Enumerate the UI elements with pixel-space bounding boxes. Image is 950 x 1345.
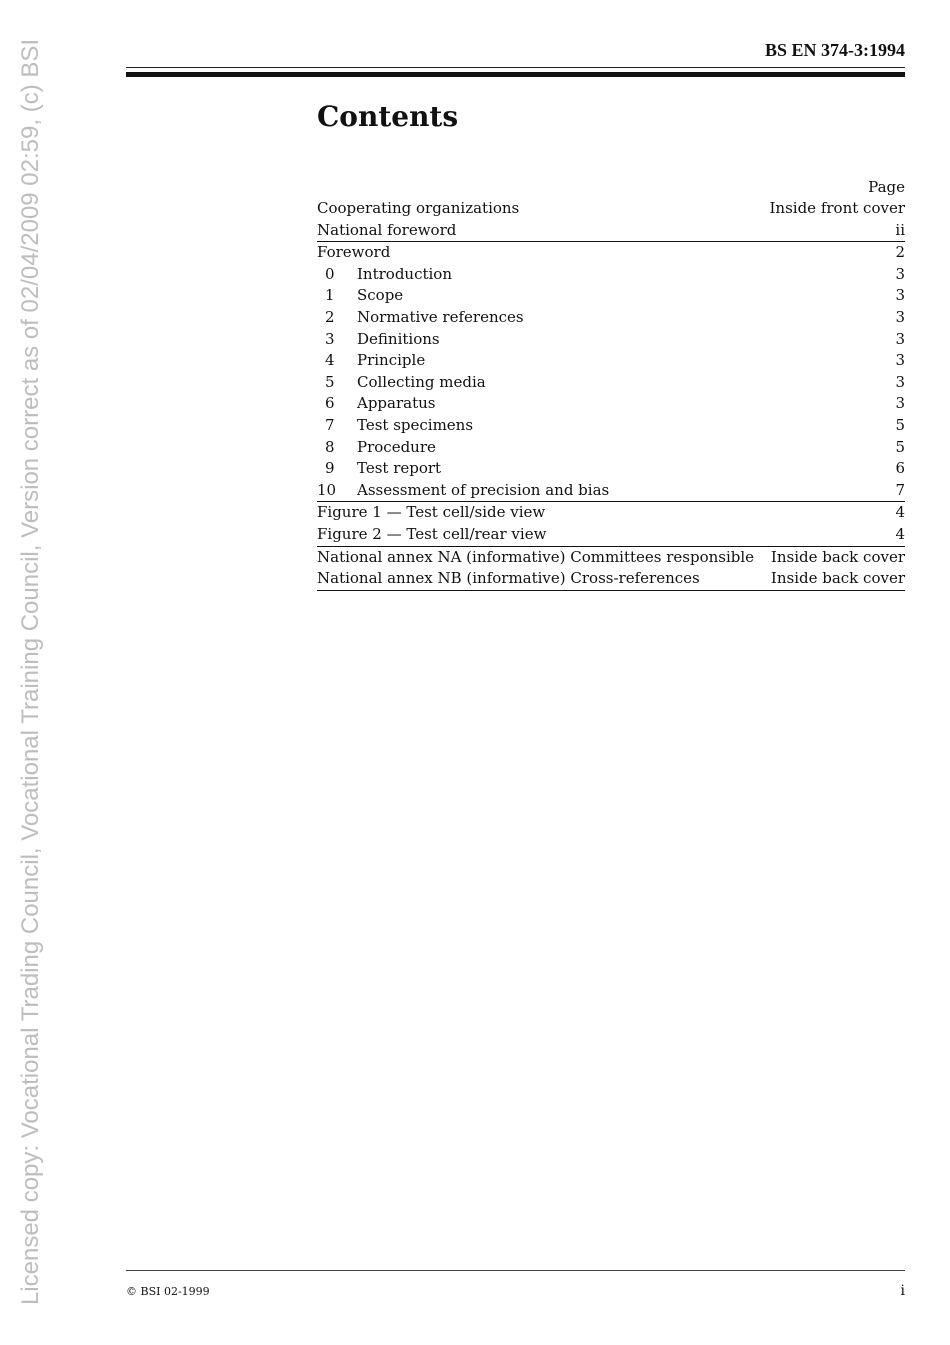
- toc-entry[interactable]: [317, 437, 905, 459]
- toc-entry[interactable]: [317, 285, 905, 307]
- toc-entry[interactable]: [317, 307, 905, 329]
- toc-entry-label: Procedure: [357, 437, 436, 456]
- toc-entry-number: 0: [325, 264, 335, 283]
- toc-entry-page: 4: [895, 524, 905, 543]
- page-title: Contents: [317, 100, 459, 133]
- toc-entry-number: 9: [325, 459, 335, 478]
- toc-annex-entry[interactable]: [317, 547, 905, 569]
- toc-entry[interactable]: [317, 242, 905, 264]
- toc-entry-page: 4: [895, 503, 905, 522]
- toc-entry-page: 2: [895, 243, 905, 262]
- page-number: i: [900, 1283, 905, 1299]
- toc-entry-page: Inside front cover: [769, 199, 905, 217]
- toc-entry[interactable]: [317, 264, 905, 286]
- toc-entry-page: 3: [895, 329, 905, 348]
- toc-entry-label: Foreword: [317, 243, 391, 262]
- toc-entry-label: National annex NA (informative) Committees responsible: [317, 547, 755, 566]
- toc-entry[interactable]: [317, 458, 905, 480]
- toc-entry-label: Figure 2 — Test cell/rear view: [317, 524, 547, 543]
- toc-entry-number: 8: [325, 437, 335, 456]
- toc-entry-label: National annex NB (informative) Cross-references: [317, 569, 700, 588]
- toc-annex-entry[interactable]: [317, 568, 905, 591]
- header-rule-thin: [126, 67, 905, 68]
- license-watermark: [0, 0, 62, 1345]
- table-of-contents: [317, 176, 905, 591]
- header-rule-thick: [126, 72, 905, 77]
- toc-entry[interactable]: [317, 329, 905, 351]
- toc-entry-number: 1: [325, 286, 335, 305]
- toc-entry[interactable]: [317, 350, 905, 372]
- footer-rule: [126, 1270, 905, 1271]
- toc-entry[interactable]: [317, 393, 905, 415]
- toc-entry-label: Introduction: [357, 264, 452, 283]
- toc-entry[interactable]: [317, 198, 905, 220]
- toc-entry-page: 3: [895, 351, 905, 370]
- toc-entry-label: Test specimens: [357, 415, 474, 434]
- toc-entry-label: Test report: [357, 459, 442, 478]
- toc-entry-page: 5: [895, 415, 905, 434]
- toc-entry-number: 4: [325, 351, 335, 370]
- toc-entry-label: National foreword: [317, 220, 457, 239]
- toc-entry-number: 2: [325, 307, 335, 326]
- toc-entry-label: Principle: [357, 351, 426, 370]
- watermark-text: Licensed copy: Vocational Trading Council, Vocational Training Council, Version correct as of 02/04/2009 02:59, (c) BSI: [17, 38, 44, 1306]
- document-id: BS EN 374-3:1994: [764, 40, 905, 60]
- toc-entry-label: Normative references: [357, 307, 524, 326]
- toc-entry-number: 10: [317, 480, 337, 499]
- toc-entry[interactable]: [317, 220, 905, 243]
- toc-entry[interactable]: [317, 372, 905, 394]
- toc-entry-number: 3: [325, 329, 335, 348]
- toc-entry-page: 5: [895, 437, 905, 456]
- toc-entry-page: 3: [895, 286, 905, 305]
- toc-entry-label: Cooperating organizations: [317, 199, 520, 217]
- toc-entry-page: Inside back cover: [770, 569, 905, 588]
- toc-entry-number: 6: [325, 394, 335, 413]
- toc-entry-number: 5: [325, 372, 335, 391]
- toc-entry-page: 3: [895, 264, 905, 283]
- page-column-heading: Page: [868, 178, 905, 196]
- toc-entry-page: 3: [895, 372, 905, 391]
- toc-entry-page: 7: [895, 480, 905, 499]
- toc-entry-number: 7: [325, 415, 335, 434]
- toc-entry-label: Apparatus: [357, 394, 436, 413]
- toc-entry-page: 6: [895, 459, 905, 478]
- toc-entry-label: Figure 1 — Test cell/side view: [317, 503, 546, 522]
- toc-entry-label: Scope: [357, 286, 404, 305]
- toc-entry[interactable]: [317, 480, 905, 503]
- copyright-notice: © BSI 02-1999: [126, 1285, 210, 1298]
- toc-entry[interactable]: [317, 415, 905, 437]
- toc-entry-label: Collecting media: [357, 372, 486, 391]
- toc-entry-page: Inside back cover: [770, 547, 905, 566]
- toc-entry-page: 3: [895, 307, 905, 326]
- toc-entry-page: 3: [895, 394, 905, 413]
- toc-figure-entry[interactable]: [317, 524, 905, 547]
- toc-entry-label: Definitions: [357, 329, 440, 348]
- toc-entry-label: Assessment of precision and bias: [357, 480, 610, 499]
- toc-figure-entry[interactable]: [317, 502, 905, 524]
- toc-entry-page: ii: [895, 220, 905, 239]
